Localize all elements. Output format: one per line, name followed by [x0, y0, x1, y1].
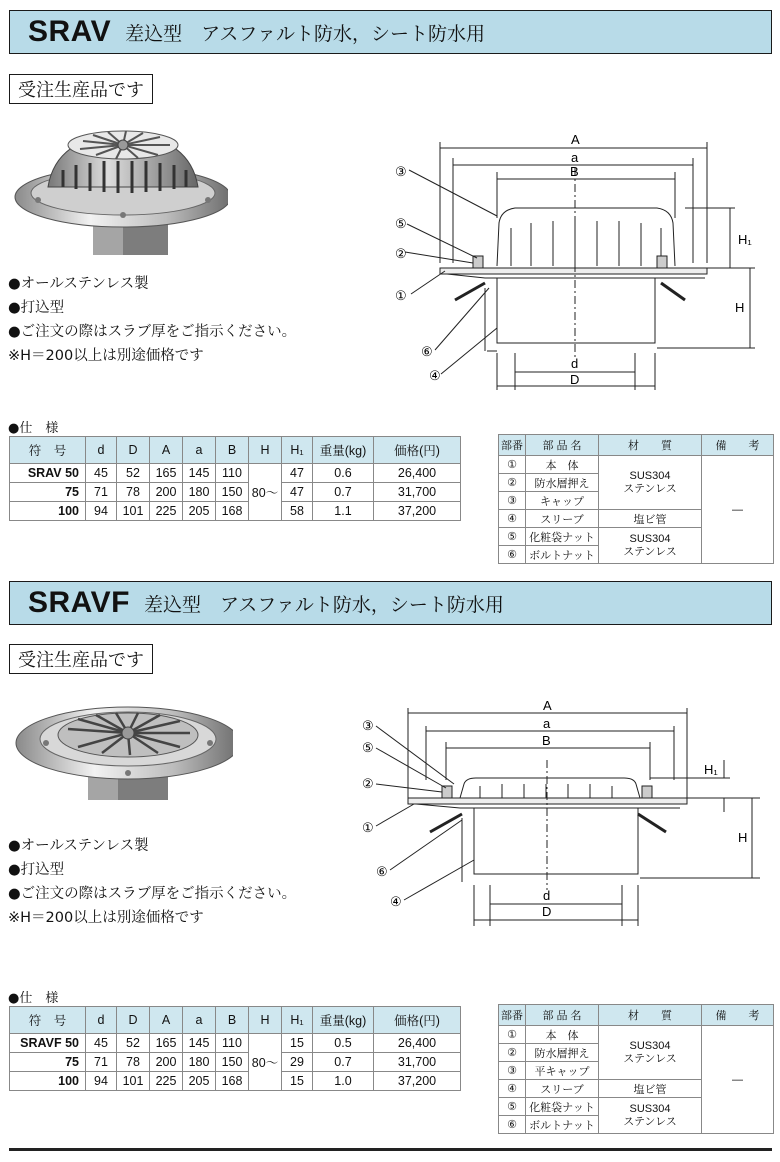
callout-4: ④: [390, 894, 402, 909]
table-cell: 150: [216, 483, 249, 502]
table-cell: 0.7: [313, 1053, 374, 1072]
table-cell: 15: [282, 1034, 313, 1053]
table-row: [499, 456, 774, 474]
table-row: [10, 1053, 461, 1072]
table-cell: 78: [117, 1053, 150, 1072]
material-cell: 塩ビ管: [599, 1080, 702, 1098]
table-cell: 0.6: [313, 464, 374, 483]
part-number: ⑥: [499, 546, 526, 564]
part-number: ②: [499, 474, 526, 492]
feature-list: [8, 834, 296, 930]
parts-header: 部番: [499, 1005, 526, 1026]
table-cell: 52: [117, 1034, 150, 1053]
callout-3: ③: [395, 164, 407, 179]
material-cell: SUS304 ステンレス: [599, 528, 702, 564]
table-cell: 0.5: [313, 1034, 374, 1053]
dim-d-label: d: [571, 356, 579, 371]
part-name: 化粧袋ナット: [526, 1098, 599, 1116]
part-number: ⑤: [499, 528, 526, 546]
table-cell: 26,400: [374, 464, 461, 483]
table-cell: 225: [150, 502, 183, 521]
table-cell: 168: [216, 1072, 249, 1091]
parts-table: [498, 434, 774, 564]
table-cell: 45: [86, 1034, 117, 1053]
parts-header: 材 質: [599, 1005, 702, 1026]
part-name: 本 体: [526, 456, 599, 474]
part-number: ⑤: [499, 1098, 526, 1116]
table-cell: 110: [216, 1034, 249, 1053]
made-to-order-badge: 受注生産品です: [9, 644, 153, 674]
material-cell: SUS304 ステンレス: [599, 1026, 702, 1080]
callout-2: ②: [362, 776, 374, 791]
spec-table: [9, 436, 461, 521]
table-cell: 15: [282, 1072, 313, 1091]
part-number: ⑥: [499, 1116, 526, 1134]
callout-6: ⑥: [421, 344, 433, 359]
part-name: 防水層押え: [526, 474, 599, 492]
table-cell: 180: [183, 483, 216, 502]
spec-header: a: [183, 437, 216, 464]
callout-1: ①: [362, 820, 374, 835]
table-cell: 45: [86, 464, 117, 483]
parts-table: [498, 1004, 774, 1134]
spec-header: D: [117, 1007, 150, 1034]
part-name: 化粧袋ナット: [526, 528, 599, 546]
spec-header: B: [216, 437, 249, 464]
table-cell: 165: [150, 464, 183, 483]
spec-header: 符 号: [10, 437, 86, 464]
spec-label: ●仕 様: [8, 991, 59, 1006]
part-number: ②: [499, 1044, 526, 1062]
parts-header: 材 質: [599, 435, 702, 456]
table-cell: 225: [150, 1072, 183, 1091]
table-cell: 37,200: [374, 502, 461, 521]
table-cell: 52: [117, 464, 150, 483]
dim-a-label: a: [571, 150, 579, 165]
table-cell: 0.7: [313, 483, 374, 502]
part-number: ①: [499, 456, 526, 474]
model-cell: 100: [10, 502, 86, 521]
parts-header: 部番: [499, 435, 526, 456]
model-cell: 100: [10, 1072, 86, 1091]
feature-item: ●オールステンレス製: [8, 276, 149, 292]
section-banner: [9, 10, 772, 54]
part-name: 平キャップ: [526, 1062, 599, 1080]
model-cell: SRAV 50: [10, 464, 86, 483]
callout-4: ④: [429, 368, 441, 383]
spec-header: D: [117, 437, 150, 464]
table-cell: 110: [216, 464, 249, 483]
table-cell: 200: [150, 1053, 183, 1072]
h-value-cell: 80〜: [249, 1034, 282, 1091]
spec-header: d: [86, 437, 117, 464]
spec-header: 重量(kg): [313, 437, 374, 464]
product-title: 差込型 アスファルト防水，シート防水用: [143, 593, 504, 616]
cross-section-drawing: [350, 700, 770, 930]
callout-5: ⑤: [362, 740, 374, 755]
part-name: 防水層押え: [526, 1044, 599, 1062]
part-number: ③: [499, 492, 526, 510]
product-code: SRAVF: [28, 586, 130, 619]
dim-A-label: A: [543, 700, 552, 713]
table-cell: 200: [150, 483, 183, 502]
product-photo: [8, 695, 233, 810]
section-banner: [9, 581, 772, 625]
dim-a-label: a: [543, 716, 551, 731]
table-row: [10, 1034, 461, 1053]
table-cell: 78: [117, 483, 150, 502]
page-divider: [9, 1148, 772, 1151]
material-cell: 塩ビ管: [599, 510, 702, 528]
dim-H-label: H: [735, 300, 745, 315]
spec-header: 符 号: [10, 1007, 86, 1034]
part-name: ボルトナット: [526, 546, 599, 564]
part-number: ③: [499, 1062, 526, 1080]
model-cell: 75: [10, 483, 86, 502]
spec-header: 価格(円): [374, 437, 461, 464]
table-cell: 150: [216, 1053, 249, 1072]
table-cell: 101: [117, 1072, 150, 1091]
table-cell: 31,700: [374, 1053, 461, 1072]
spec-header: H: [249, 1007, 282, 1034]
dim-D-label: D: [542, 904, 552, 919]
table-cell: 165: [150, 1034, 183, 1053]
callout-2: ②: [395, 246, 407, 261]
spec-header: H₁: [282, 1007, 313, 1034]
table-row: [499, 1026, 774, 1044]
table-cell: 168: [216, 502, 249, 521]
part-name: 本 体: [526, 1026, 599, 1044]
spec-header: d: [86, 1007, 117, 1034]
dim-A-label: A: [571, 132, 580, 147]
callout-5: ⑤: [395, 216, 407, 231]
feature-item: ●オールステンレス製: [8, 838, 149, 854]
spec-label: ●仕 様: [8, 421, 59, 436]
material-cell: SUS304 ステンレス: [599, 456, 702, 510]
spec-header: H₁: [282, 437, 313, 464]
table-cell: 1.0: [313, 1072, 374, 1091]
table-cell: 145: [183, 1034, 216, 1053]
table-cell: 71: [86, 483, 117, 502]
table-cell: 94: [86, 1072, 117, 1091]
table-cell: 205: [183, 502, 216, 521]
dim-d-label: d: [543, 888, 551, 903]
parts-header: 部 品 名: [526, 1005, 599, 1026]
dim-H1-label: H₁: [738, 232, 752, 247]
product-photo: [8, 125, 228, 265]
feature-item: ※H＝200以上は別途価格です: [8, 348, 204, 364]
table-cell: 31,700: [374, 483, 461, 502]
table-cell: 47: [282, 483, 313, 502]
table-row: [10, 483, 461, 502]
table-cell: 145: [183, 464, 216, 483]
spec-header: 価格(円): [374, 1007, 461, 1034]
made-to-order-badge: 受注生産品です: [9, 74, 153, 104]
dim-B-label: B: [542, 733, 551, 748]
table-cell: 37,200: [374, 1072, 461, 1091]
table-cell: 26,400: [374, 1034, 461, 1053]
callout-1: ①: [395, 288, 407, 303]
product-title: 差込型 アスファルト防水，シート防水用: [125, 22, 485, 45]
cross-section-drawing: [385, 128, 765, 400]
remark-cell: —: [702, 456, 774, 564]
part-number: ①: [499, 1026, 526, 1044]
table-row: [10, 1072, 461, 1091]
spec-header: 重量(kg): [313, 1007, 374, 1034]
feature-item: ※H＝200以上は別途価格です: [8, 910, 204, 926]
parts-header: 備 考: [702, 435, 774, 456]
part-number: ④: [499, 1080, 526, 1098]
table-cell: 180: [183, 1053, 216, 1072]
feature-item: ●打込型: [8, 862, 65, 878]
parts-header: 備 考: [702, 1005, 774, 1026]
feature-item: ●打込型: [8, 300, 65, 316]
part-name: キャップ: [526, 492, 599, 510]
remark-cell: —: [702, 1026, 774, 1134]
table-cell: 47: [282, 464, 313, 483]
spec-header: A: [150, 437, 183, 464]
spec-header: A: [150, 1007, 183, 1034]
table-row: [10, 502, 461, 521]
part-name: ボルトナット: [526, 1116, 599, 1134]
table-cell: 29: [282, 1053, 313, 1072]
spec-header: H: [249, 437, 282, 464]
spec-table: [9, 1006, 461, 1091]
dim-H1-label: H₁: [704, 762, 718, 777]
product-code: SRAV: [28, 15, 112, 48]
model-cell: SRAVF 50: [10, 1034, 86, 1053]
callout-6: ⑥: [376, 864, 388, 879]
dim-B-label: B: [570, 164, 579, 179]
table-cell: 94: [86, 502, 117, 521]
h-value-cell: 80〜: [249, 464, 282, 521]
feature-item: ●ご注文の際はスラブ厚をご指示ください。: [8, 324, 297, 340]
part-name: スリーブ: [526, 1080, 599, 1098]
parts-header: 部 品 名: [526, 435, 599, 456]
feature-item: ●ご注文の際はスラブ厚をご指示ください。: [8, 886, 297, 902]
table-cell: 101: [117, 502, 150, 521]
dim-D-label: D: [570, 372, 580, 387]
spec-header: B: [216, 1007, 249, 1034]
table-cell: 205: [183, 1072, 216, 1091]
spec-header: a: [183, 1007, 216, 1034]
table-cell: 71: [86, 1053, 117, 1072]
material-cell: SUS304 ステンレス: [599, 1098, 702, 1134]
feature-list: [8, 272, 296, 368]
table-row: [10, 464, 461, 483]
part-name: スリーブ: [526, 510, 599, 528]
callout-3: ③: [362, 718, 374, 733]
dim-H-label: H: [738, 830, 748, 845]
model-cell: 75: [10, 1053, 86, 1072]
part-number: ④: [499, 510, 526, 528]
table-cell: 1.1: [313, 502, 374, 521]
table-cell: 58: [282, 502, 313, 521]
